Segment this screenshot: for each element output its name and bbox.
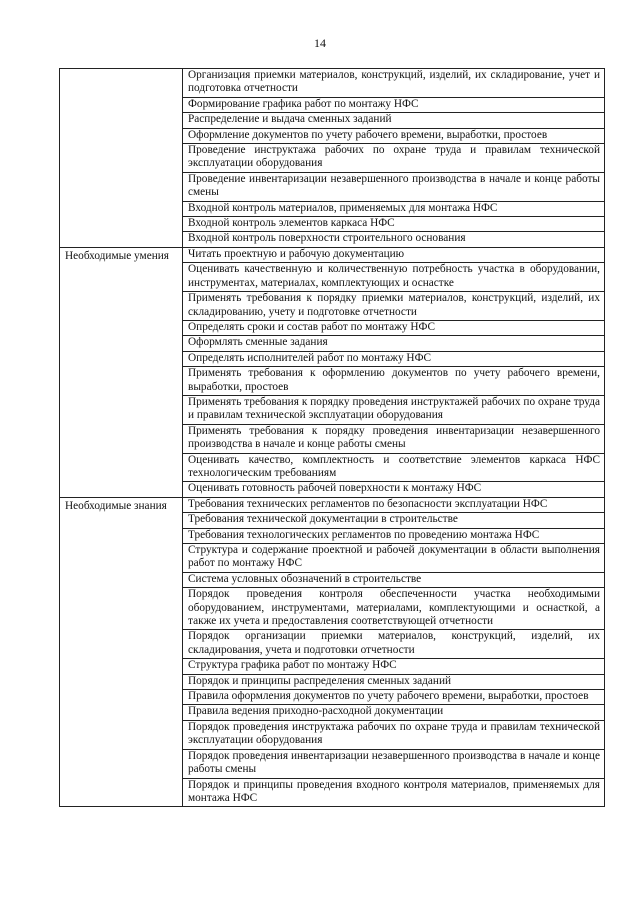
requirement-item: Правила оформления документов по учету рабочего времени, выработки, простоев <box>183 690 605 705</box>
requirement-item: Оценивать качество, комплектность и соответствие элементов каркаса НФС технологическим требованиям <box>183 453 605 482</box>
requirement-item: Требования технологических регламентов по проведению монтажа НФС <box>183 528 605 543</box>
requirement-item: Определять сроки и состав работ по монтажу НФС <box>183 320 605 335</box>
requirement-item: Организация приемки материалов, конструкций, изделий, их складирование, учет и подготовка отчетности <box>183 69 605 98</box>
requirements-table <box>59 68 605 807</box>
requirement-item: Порядок и принципы проведения входного контроля материалов, применяемых для монтажа НФС <box>183 778 605 807</box>
requirement-item: Читать проектную и рабочую документацию <box>183 247 605 262</box>
table-row <box>60 497 605 512</box>
requirement-item: Проведение инвентаризации незавершенного производства в начале и конце работы смены <box>183 172 605 201</box>
requirement-item: Порядок проведения инвентаризации незавершенного производства в начале и конце работы смены <box>183 749 605 778</box>
requirement-item: Порядок проведения контроля обеспеченности участка необходимыми оборудованием, инструментами, материалами, комплектующими и оснасткой, а также их учета и предоставления соответствующей отчетности <box>183 588 605 630</box>
requirement-item: Порядок и принципы распределения сменных заданий <box>183 674 605 689</box>
section-label: Необходимые умения <box>60 247 183 497</box>
requirement-item: Применять требования к порядку проведения инвентаризации незавершенного производства в начале и конце работы смены <box>183 424 605 453</box>
table-row <box>60 69 605 98</box>
requirement-item: Входной контроль элементов каркаса НФС <box>183 217 605 232</box>
section-label <box>60 69 183 248</box>
requirement-item: Проведение инструктажа рабочих по охране труда и правилам технической эксплуатации оборудования <box>183 144 605 173</box>
requirement-item: Порядок организации приемки материалов, конструкций, изделий, их складирования, учета и подготовки отчетности <box>183 630 605 659</box>
table-row <box>60 247 605 262</box>
requirement-item: Формирование графика работ по монтажу НФС <box>183 97 605 112</box>
section-label: Необходимые знания <box>60 497 183 807</box>
requirements-table-body <box>60 69 605 807</box>
requirement-item: Распределение и выдача сменных заданий <box>183 113 605 128</box>
requirement-item: Входной контроль поверхности строительного основания <box>183 232 605 247</box>
requirement-item: Требования технической документации в строительстве <box>183 513 605 528</box>
requirement-item: Применять требования к порядку приемки материалов, конструкций, изделий, их складированию, учету и подготовке отчетности <box>183 292 605 321</box>
requirement-item: Правила ведения приходно-расходной документации <box>183 705 605 720</box>
requirement-item: Оформление документов по учету рабочего времени, выработки, простоев <box>183 128 605 143</box>
requirement-item: Оценивать готовность рабочей поверхности к монтажу НФС <box>183 482 605 497</box>
page-number: 14 <box>314 36 326 50</box>
requirement-item: Оценивать качественную и количественную потребность участка в оборудовании, инструментах, материалах, комплектующих и оснастке <box>183 263 605 292</box>
requirement-item: Структура и содержание проектной и рабочей документации в области выполнения работ по монтажу НФС <box>183 544 605 573</box>
requirement-item: Система условных обозначений в строительстве <box>183 572 605 587</box>
requirement-item: Требования технических регламентов по безопасности эксплуатации НФС <box>183 497 605 512</box>
requirement-item: Применять требования к порядку проведения инструктажей рабочих по охране труда и правилам технической эксплуатации оборудования <box>183 395 605 424</box>
requirement-item: Порядок проведения инструктажа рабочих по охране труда и правилам технической эксплуатации оборудования <box>183 720 605 749</box>
requirement-item: Определять исполнителей работ по монтажу НФС <box>183 351 605 366</box>
requirement-item: Структура графика работ по монтажу НФС <box>183 659 605 674</box>
requirement-item: Входной контроль материалов, применяемых для монтажа НФС <box>183 201 605 216</box>
requirement-item: Оформлять сменные задания <box>183 336 605 351</box>
requirement-item: Применять требования к оформлению документов по учету рабочего времени, выработки, простоев <box>183 367 605 396</box>
